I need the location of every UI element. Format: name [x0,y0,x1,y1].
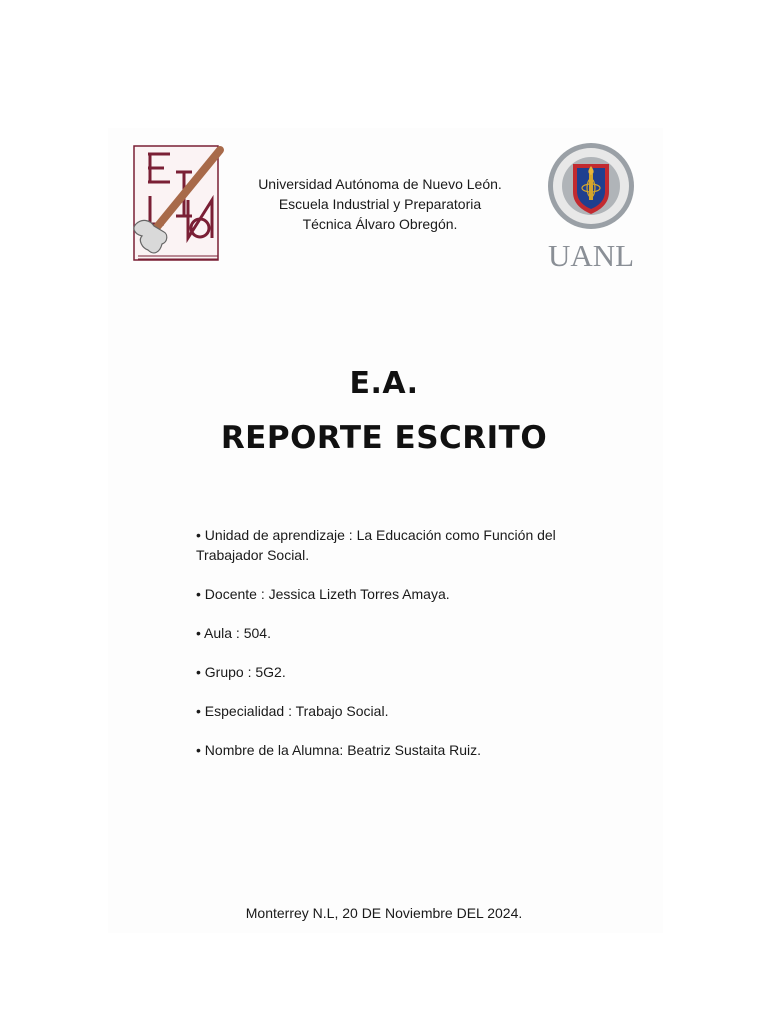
detail-grupo: • Grupo : 5G2. [196,663,286,680]
uanl-wordmark: UANL [547,238,635,268]
detail-docente: • Docente : Jessica Lizeth Torres Amaya. [196,585,450,602]
detail-especialidad: • Especialidad : Trabajo Social. [196,702,389,719]
footer-date-place: Monterrey N.L, 20 DE Noviembre DEL 2024. [245,905,523,921]
uanl-seal-logo [546,140,636,268]
detail-aula: • Aula : 504. [196,624,271,641]
detail-unidad: • Unidad de aprendizaje : La Educación como Función del Trabajador Social. [196,527,556,563]
title-report: REPORTE ESCRITO [220,420,548,456]
torch-icon [589,174,593,200]
header-line-university: Universidad Autónoma de Nuevo León. [258,176,502,192]
detail-alumna: • Nombre de la Alumna: Beatriz Sustaita Ruiz. [196,741,482,758]
header-line-school: Escuela Industrial y Preparatoria [278,196,482,212]
header-line-technical: Técnica Álvaro Obregón. [302,216,458,232]
eiao-book-logo [130,142,226,266]
details-list [196,526,576,780]
institution-header [230,174,530,234]
title-ea: E.A. [349,366,419,401]
